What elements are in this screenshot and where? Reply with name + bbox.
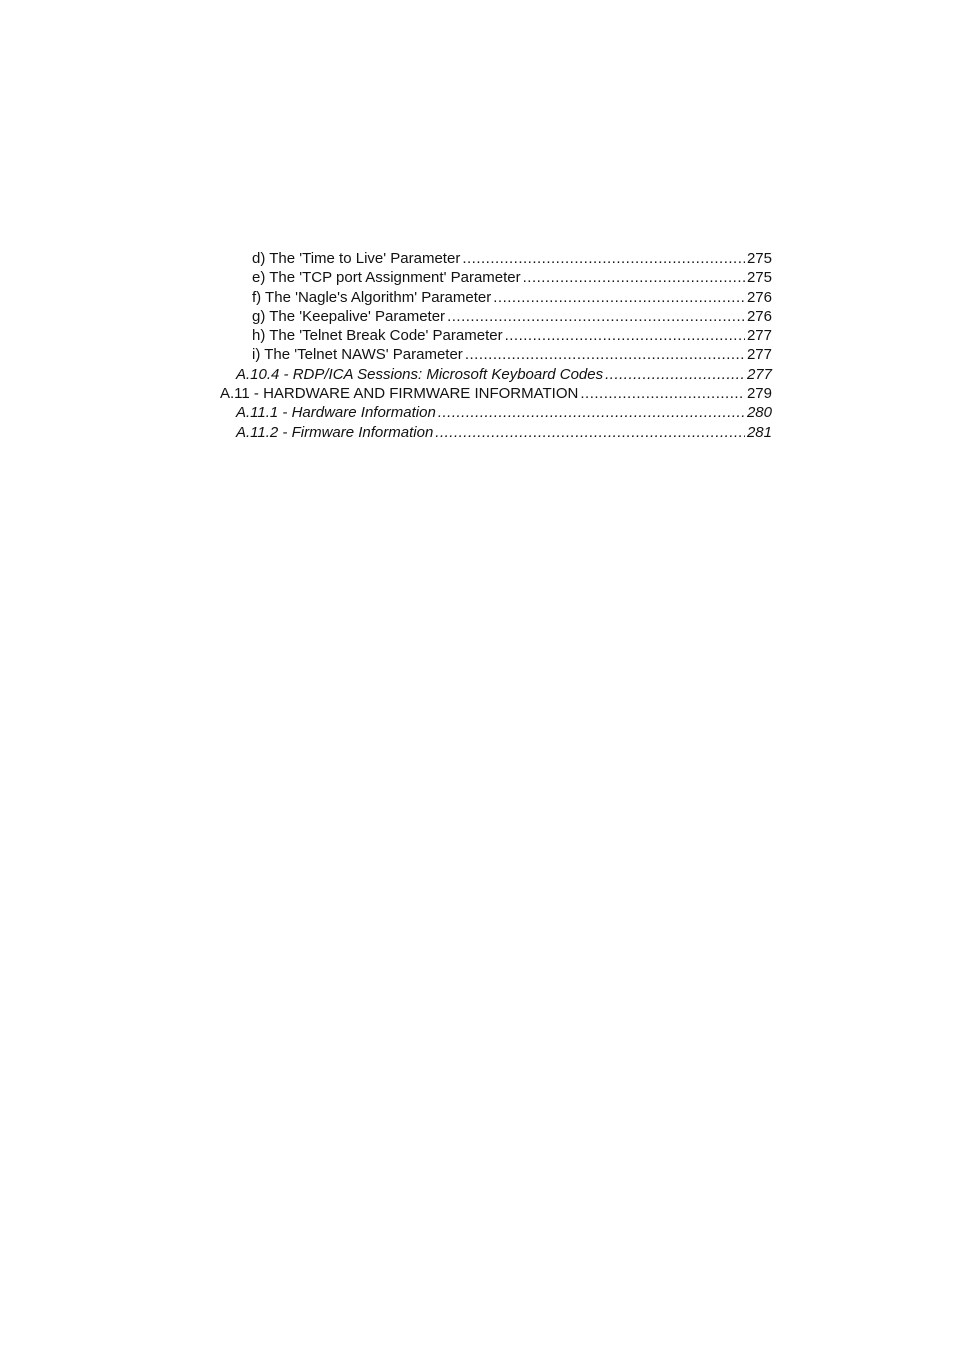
toc-entry-page-number: 277	[746, 327, 772, 345]
toc-entry-page-number: 280	[746, 404, 772, 422]
toc-entry-page-number: 277	[746, 365, 772, 383]
toc-entry-page-number: 275	[746, 269, 772, 287]
toc-entry-title: e) The 'TCP port Assignment' Parameter	[252, 269, 521, 287]
toc-dot-leader	[493, 288, 745, 307]
toc-dot-leader	[462, 249, 745, 268]
toc-entry[interactable]	[220, 326, 772, 345]
toc-entry-title: A.11.2 - Firmware Information	[236, 423, 434, 441]
toc-entry[interactable]	[220, 307, 772, 326]
toc-entry-title: d) The 'Time to Live' Parameter	[252, 250, 461, 267]
toc-entry-title: g) The 'Keepalive' Parameter	[252, 307, 446, 325]
toc-entry[interactable]	[220, 345, 772, 364]
toc-dot-leader	[580, 384, 745, 403]
toc-entry-page-number: 279	[746, 385, 772, 403]
toc-entry-title: A.11 - HARDWARE AND FIRMWARE INFORMATION	[220, 385, 579, 403]
toc-entry-page-number: 276	[746, 307, 772, 325]
toc-dot-leader	[465, 345, 745, 364]
toc-entry-page-number: 281	[746, 423, 772, 441]
toc-entry-page-number: 276	[746, 288, 772, 306]
toc-entry[interactable]	[220, 365, 772, 384]
toc-entry-title: f) The 'Nagle's Algorithm' Parameter	[252, 288, 492, 306]
toc-dot-leader	[438, 403, 745, 422]
toc-entry[interactable]	[220, 384, 772, 403]
toc-entry[interactable]	[220, 423, 772, 442]
toc-entry-page-number: 275	[746, 250, 772, 267]
toc-entry[interactable]	[220, 403, 772, 422]
toc-dot-leader	[435, 423, 745, 442]
toc-entry-title: i) The 'Telnet NAWS' Parameter	[252, 346, 463, 364]
toc-entry-title: h) The 'Telnet Break Code' Parameter	[252, 327, 503, 345]
toc-dot-leader	[605, 365, 745, 384]
toc-entry[interactable]	[220, 288, 772, 307]
toc-entry[interactable]	[220, 268, 772, 287]
toc-dot-leader	[447, 307, 745, 326]
toc-entry[interactable]	[220, 249, 772, 268]
toc-entry-page-number: 277	[746, 346, 772, 364]
toc-dot-leader	[505, 326, 745, 345]
toc-entry-title: A.10.4 - RDP/ICA Sessions: Microsoft Keyboard Codes	[236, 365, 604, 383]
table-of-contents	[220, 249, 772, 442]
toc-dot-leader	[523, 268, 745, 287]
toc-entry-title: A.11.1 - Hardware Information	[236, 404, 436, 422]
